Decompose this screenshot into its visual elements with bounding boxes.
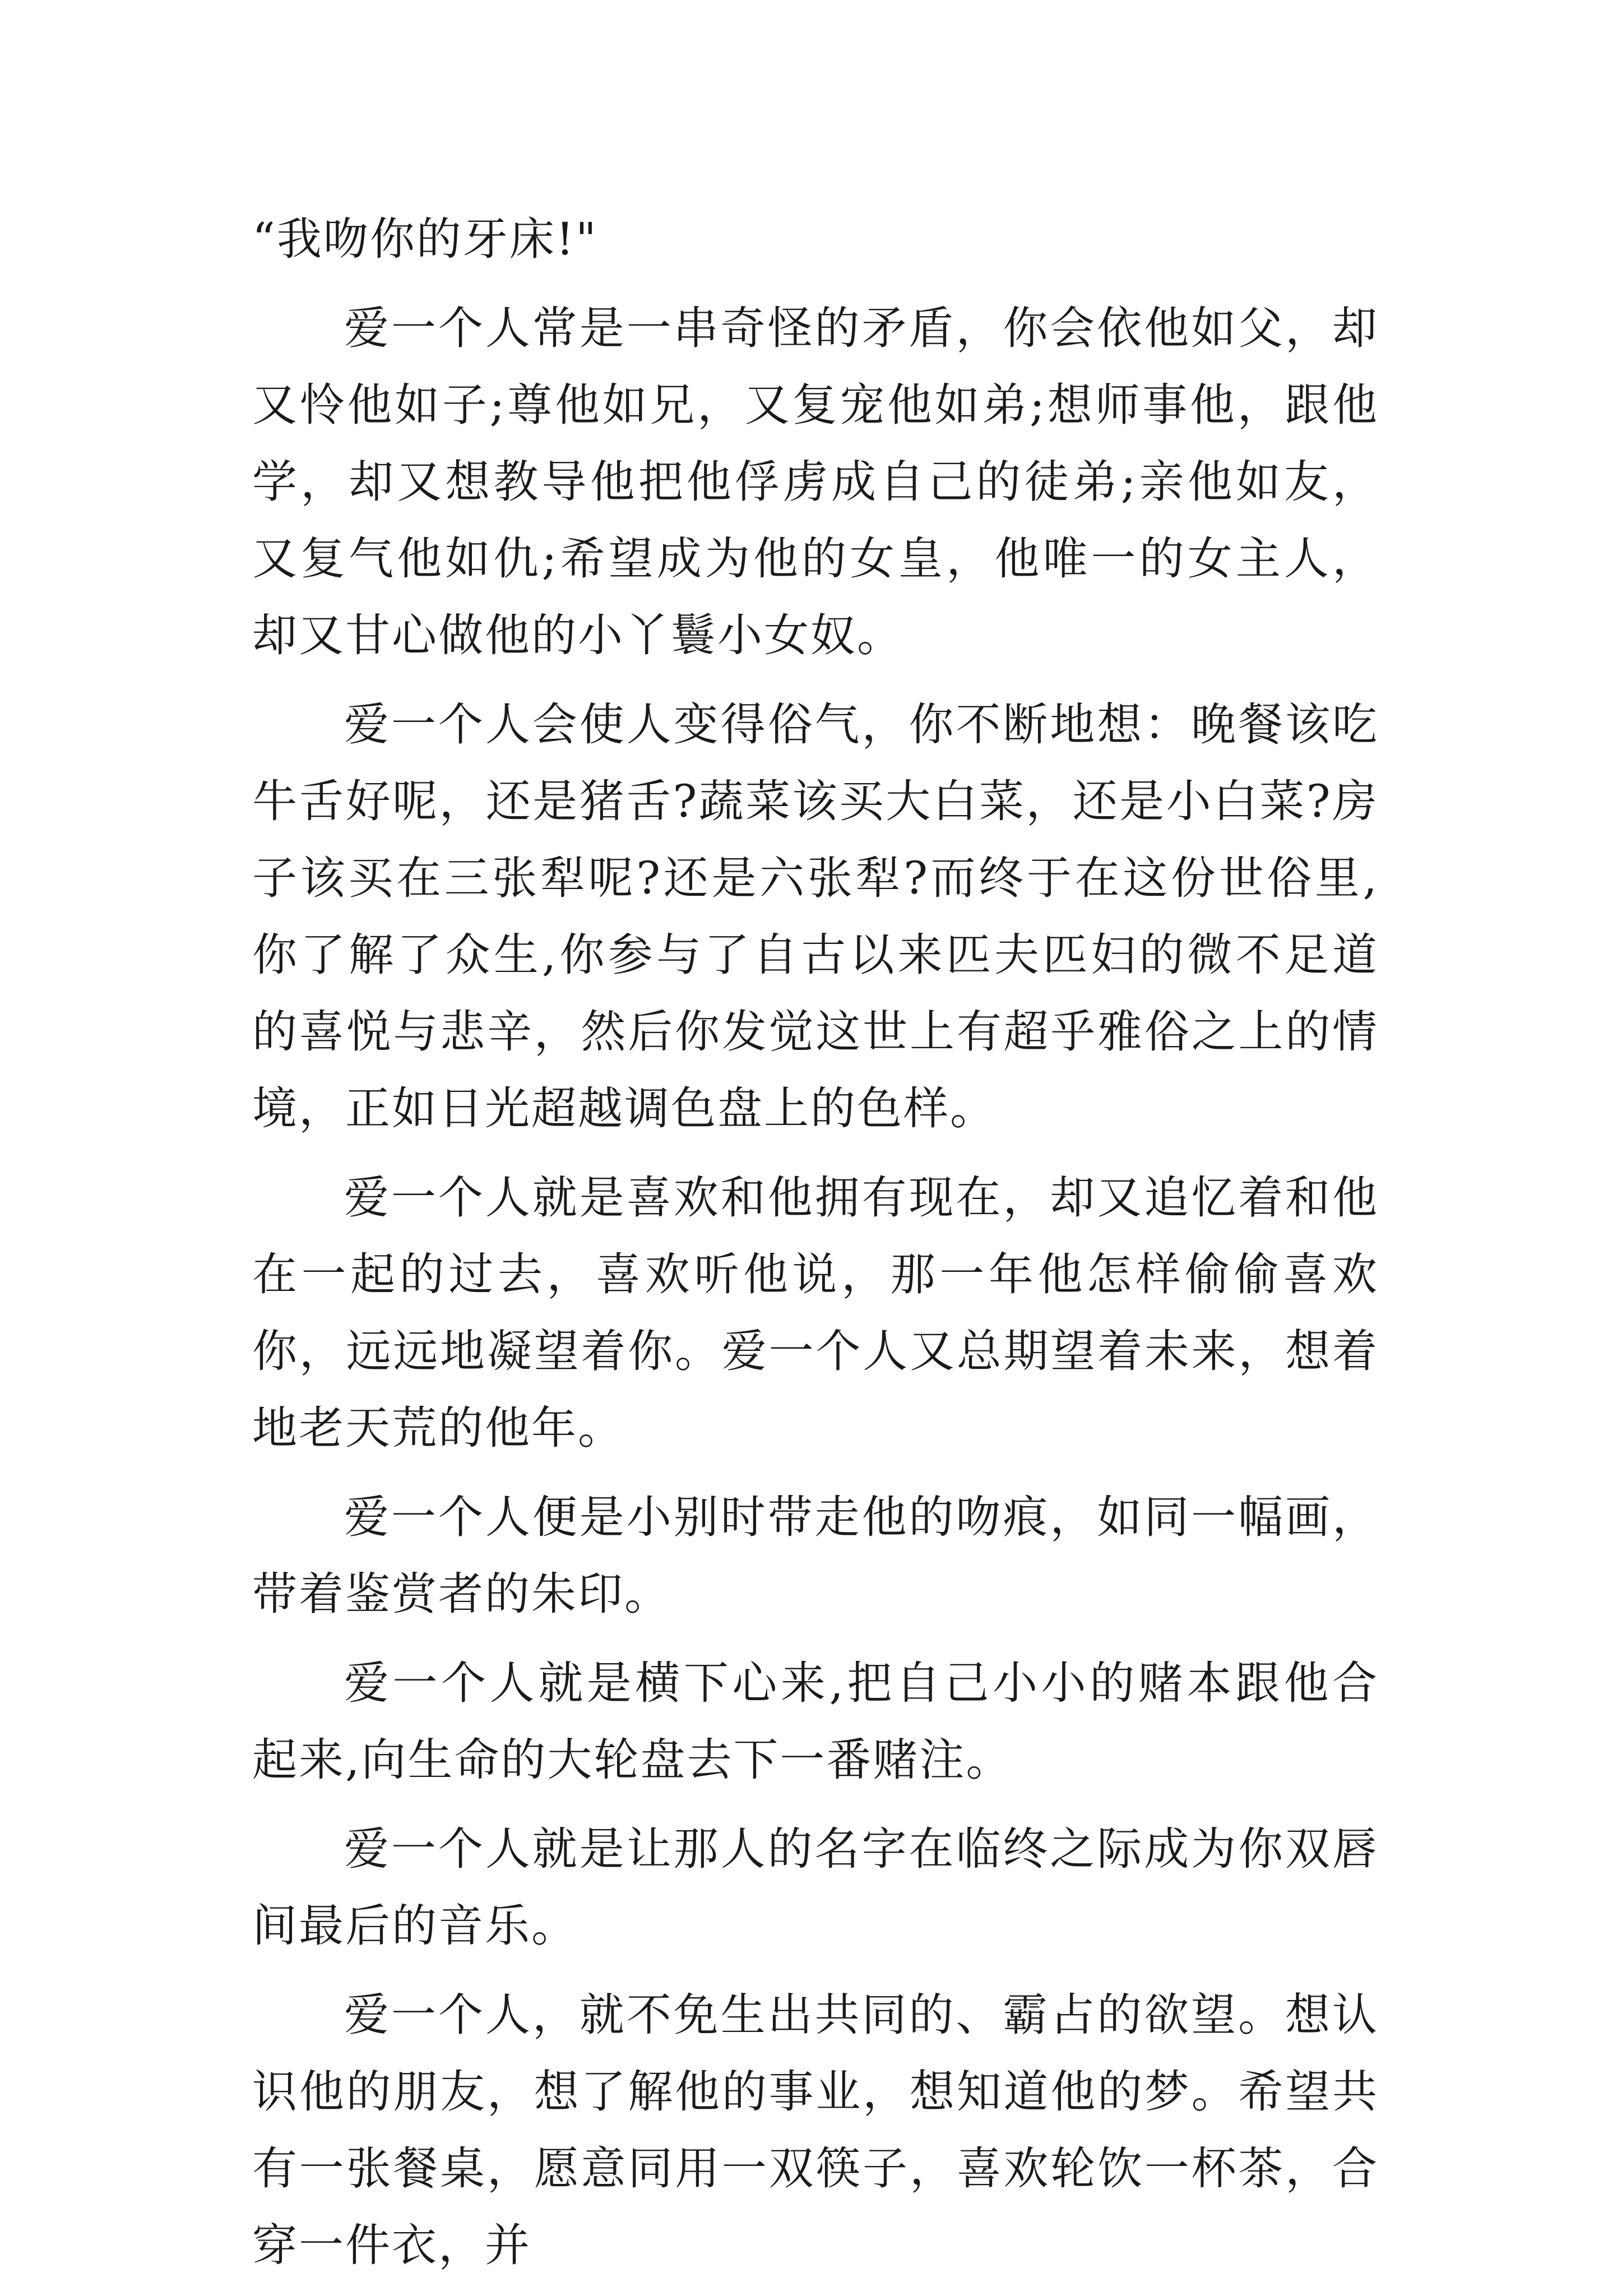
paragraph: 爱一个人便是小别时带走他的吻痕，如同一幅画，带着鉴赏者的朱印。: [252, 1491, 1379, 1620]
paragraph: 爱一个人就是横下心来,把自己小小的赌本跟他合起来,向生命的大轮盘去下一番赌注。: [252, 1657, 1379, 1786]
paragraph: “我吻你的牙床!": [252, 213, 598, 265]
paragraph: 爱一个人，就不免生出共同的、霸占的欲望。想认识他的朋友，想了解他的事业，想知道他的梦。希望共有一张餐桌，愿意同用一双筷子，喜欢轮饮一杯茶，合穿一件衣，并: [252, 1989, 1379, 2271]
body-text: [252, 201, 1379, 2296]
paragraph: 爱一个人常是一串奇怪的矛盾，你会依他如父，却又怜他如子;尊他如兄，又复宠他如弟;想师事他，跟他学，却又想教导他把他俘虏成自己的徒弟;亲他如友，又复气他如仇;希望成为他的女皇，他唯一的女主人，却又甘心做他的小丫鬟小女奴。: [252, 302, 1379, 661]
paragraph: 爱一个人就是让那人的名字在临终之际成为你双唇间最后的音乐。: [252, 1823, 1379, 1952]
paragraph: 爱一个人就是喜欢和他拥有现在，却又追忆着和他在一起的过去，喜欢听他说，那一年他怎样偷偷喜欢你，远远地凝望着你。爱一个人又总期望着未来，想着地老天荒的他年。: [252, 1172, 1379, 1454]
paragraph: 爱一个人会使人变得俗气，你不断地想：晚餐该吃牛舌好呢，还是猪舌?蔬菜该买大白菜，还是小白菜?房子该买在三张犁呢?还是六张犁?而终于在这份世俗里,你了解了众生,你参与了自古以来匹夫匹妇的微不足道的喜悦与悲辛，然后你发觉这世上有超乎雅俗之上的情境，正如日光超越调色盘上的色样。: [252, 698, 1379, 1135]
